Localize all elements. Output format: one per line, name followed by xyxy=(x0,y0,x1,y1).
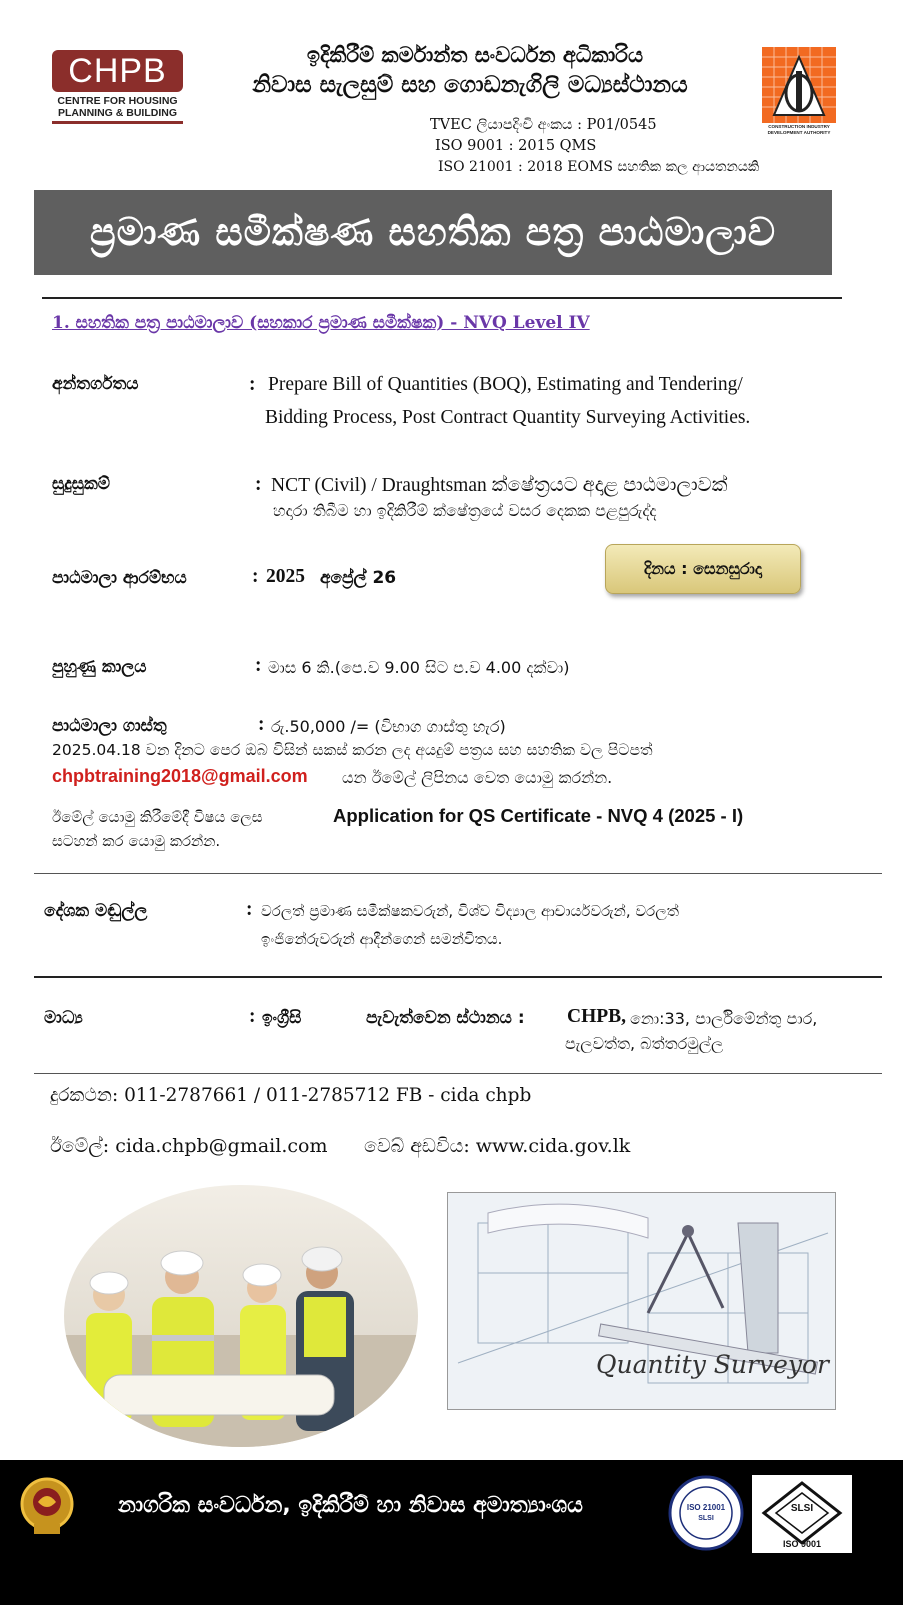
content-label: අන්තර්ගතය xyxy=(52,374,139,394)
venue-chpb: CHPB, xyxy=(567,1006,627,1027)
content-colon: : xyxy=(249,374,256,395)
venue-line2: පැලවත්ත, බත්තරමුල්ල xyxy=(565,1034,724,1053)
divider xyxy=(42,297,842,299)
centre-title: නිවාස සැලසුම් සහ ගොඩනැගිලි මධ්‍යස්ථානය xyxy=(252,72,688,98)
duration-colon: : xyxy=(255,655,262,676)
content-line2: Bidding Process, Post Contract Quantity Surveying Activities. xyxy=(265,407,751,428)
duration-value: මාස 6 කි.(පෙ.ව 9.00 සිට ප.ව 4.00 දක්වා) xyxy=(268,658,570,677)
contact-email[interactable]: ඊමේල්: cida.chpb@gmail.com xyxy=(50,1135,328,1157)
subject-prefix: ඊමේල් යොමු කිරීමේදී විෂය ලෙස xyxy=(52,808,263,826)
iso9001-badge-text: ISO 9001 xyxy=(782,1539,822,1549)
start-label: පාඨමාලා ආරම්භය xyxy=(52,568,187,588)
cida-logo xyxy=(762,47,836,137)
qualifications-colon: : xyxy=(255,474,262,495)
cida-logo-text: CONSTRUCTION INDUSTRY DEVELOPMENT AUTHORITY xyxy=(767,124,831,135)
panel-line2: ඉංජිනේරුවරුන් ආදීන්ගෙන් සමන්විතය. xyxy=(261,930,503,948)
iso9001-line: ISO 9001 : 2015 QMS xyxy=(435,138,597,154)
chpb-logo-sub2: PLANNING & BUILDING xyxy=(58,107,177,119)
quantity-surveyor-caption: Quantity Surveyor xyxy=(596,1350,829,1379)
sri-lanka-emblem xyxy=(20,1468,74,1540)
venue-label: පැවැත්වෙන ස්ථානය : xyxy=(366,1008,525,1028)
medium-colon: : xyxy=(249,1006,256,1027)
page-title-banner: ප්‍රමාණ සමීක්ෂණ සහතික පත්‍ර පාඨමාලාව xyxy=(34,190,832,275)
panel-label: දේශක මඬුල්ල xyxy=(44,901,148,921)
fee-note2: යන ඊමේල් ලිපිනය වෙත යොමු කරන්න. xyxy=(342,768,613,787)
authority-title: ඉදිකිරීම් කර්මාන්ත සංවර්ධන අධිකාරිය xyxy=(306,43,644,67)
ministry-name: නාගරික සංවර්ධන, ඉදිකිරීම් හා නිවාස අමාත්‍යාංශය xyxy=(118,1493,583,1518)
qualifications-line2: හදාරා තිබීම හා ඉදිකිරීම් ක්ෂේත්‍රයේ වසර දෙකක පළපුරුද්ද xyxy=(273,501,657,520)
medium-value: ඉංග්‍රීසි xyxy=(262,1008,302,1028)
training-email-link[interactable]: chpbtraining2018@gmail.com xyxy=(52,766,308,786)
duration-label: පුහුණු කාලය xyxy=(52,657,147,677)
email-subject: Application for QS Certificate - NVQ 4 (2025 - I) xyxy=(333,805,744,826)
panel-colon: : xyxy=(246,899,253,920)
qualifications-label: සුදුසුකම් xyxy=(52,474,111,494)
fee-colon: : xyxy=(258,714,265,735)
contact-website[interactable]: වෙබ් අඩවිය: www.cida.gov.lk xyxy=(364,1135,631,1157)
fee-label: පාඨමාලා ගාස්තු xyxy=(52,716,167,736)
fee-value: රු.50,000 /= (විභාග ගාස්තු හැර) xyxy=(271,717,506,736)
divider xyxy=(34,1073,882,1074)
divider xyxy=(34,873,882,874)
fee-note1: 2025.04.18 වන දිනට පෙර ඔබ විසින් සකස් කරන ලද අයදුම් පත්‍රය සහ සහතික වල පිටපත් xyxy=(52,741,653,759)
content-line1: Prepare Bill of Quantities (BOQ), Estimating and Tendering/ xyxy=(268,374,743,395)
iso21001-badge xyxy=(668,1475,744,1551)
venue-line1: නො:33, පාර්ලිමේන්තු පාර, xyxy=(630,1009,818,1028)
panel-line1: වරලත් ප්‍රමාණ සමීක්ෂකවරුන්, විශ්ව විද්‍යාල ආචාර්යවරුන්, වරලත් xyxy=(261,902,679,920)
iso21001-badge-slsi: SLSI xyxy=(698,1515,714,1522)
course-title: 1. සහතික පත්‍ර පාඨමාලාව (සහකාර ප්‍රමාණ සමීක්ෂක) - NVQ Level IV xyxy=(52,313,590,333)
slsi-iso9001-badge xyxy=(752,1475,852,1553)
start-colon: : xyxy=(252,566,259,587)
slsi-badge-text: SLSI xyxy=(790,1503,814,1514)
qualifications-line1: NCT (Civil) / Draughtsman ක්ෂේත්‍රයට අදාළ පාඨමාලාවක් xyxy=(271,475,728,496)
day-badge: දිනය : සෙනසුරාදා xyxy=(605,544,801,594)
divider xyxy=(34,976,882,978)
subject-suffix: සටහන් කර යොමු කරන්න. xyxy=(52,832,221,850)
start-date: අප්‍රේල් 26 xyxy=(320,568,397,588)
start-year: 2025 xyxy=(266,566,305,587)
chpb-logo-sub1: CENTRE FOR HOUSING xyxy=(57,95,178,107)
engineers-photo xyxy=(64,1185,418,1447)
chpb-logo-text: CHPB xyxy=(52,50,183,92)
tvec-registration: TVEC ලියාපදිංචි අංකය : P01/0545 xyxy=(430,117,657,133)
medium-label: මාධ්‍ය xyxy=(44,1008,83,1028)
iso21001-badge-text: ISO 21001 xyxy=(686,1503,726,1512)
iso21001-line: ISO 21001 : 2018 EOMS සහතික කල ආයතනයකි xyxy=(438,159,760,175)
phone-line: දුරකථන: 011-2787661 / 011-2785712 FB - cida chpb xyxy=(50,1085,532,1106)
chpb-logo xyxy=(52,50,183,122)
